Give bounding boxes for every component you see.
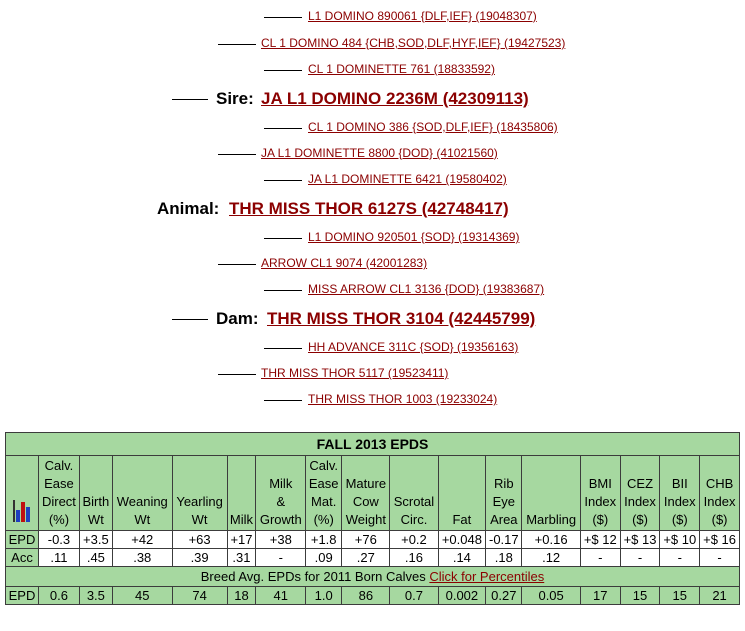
dam-dam-link[interactable]: THR MISS THOR 5117 (19523411) [261,366,449,380]
epd-header-cell [522,456,581,531]
epd-row-label: EPD [6,531,39,549]
epd-header-text: Wt [191,512,208,527]
epd-header-text: Area [490,512,518,527]
epd-header-text: (%) [48,512,70,527]
epd-header-text: Direct [41,494,76,509]
acc-value-cell: .18 [486,549,522,567]
acc-value-cell: - [256,549,306,567]
breed-row-label: EPD [6,587,39,605]
sire-father-link[interactable]: CL 1 DOMINO 484 {CHB,SOD,DLF,HYF,IEF} (19427523) [261,36,566,50]
epd-header-text: BII [671,476,688,491]
connector-line [218,154,256,155]
epd-header-cell [306,456,342,531]
epd-value-cell: -0.3 [39,531,80,549]
epd-values-row [6,531,740,549]
sire-dam-sire-link[interactable]: CL 1 DOMINO 386 {SOD,DLF,IEF} (18435806) [308,120,558,134]
epd-header-text: ($) [671,512,688,527]
sire-dam-link[interactable]: JA L1 DOMINETTE 8800 {DOD} (41021560) [261,146,498,160]
epd-header-cell [390,456,438,531]
acc-row-label: Acc [6,549,39,567]
epd-header-text: Index [663,494,696,509]
acc-value-cell: .31 [227,549,256,567]
breed-avg-value-cell: 21 [700,587,740,605]
epd-header-cell [486,456,522,531]
epd-header-cell [39,456,80,531]
epd-header-text: Index [584,494,617,509]
connector-line [218,44,256,45]
epd-value-cell: +38 [256,531,306,549]
epd-value-cell: +42 [112,531,172,549]
epd-header-text: ($) [711,512,728,527]
connector-line [264,128,302,129]
epd-header-cell [342,456,390,531]
breed-avg-value-cell: 0.05 [522,587,581,605]
acc-value-cell: - [700,549,740,567]
epd-header-text: Ease [308,476,339,491]
epd-header-text: Milk [269,476,293,491]
connector-line [264,17,302,18]
epd-header-text: CHB [705,476,734,491]
sire-sire-link[interactable]: L1 DOMINO 890061 {DLF,IEF} (19048307) [308,9,537,23]
breed-avg-value-cell: 17 [580,587,620,605]
connector-line [264,70,302,71]
acc-value-cell: .11 [39,549,80,567]
epd-header-text: Marbling [526,512,577,527]
breed-avg-value-cell: 0.002 [438,587,486,605]
connector-line [172,319,208,320]
epd-value-cell: +76 [342,531,390,549]
dam-label: Dam: [216,309,259,328]
epd-header-text: Yearling [176,494,223,509]
acc-value-cell: .45 [79,549,112,567]
breed-avg-value-cell: 15 [620,587,660,605]
epd-header-text: Wt [134,512,151,527]
epd-header-cell [438,456,486,531]
epd-header-text: BMI [588,476,612,491]
breed-avg-value-cell: 41 [256,587,306,605]
connector-line [218,374,256,375]
epd-table-title: FALL 2013 EPDS [6,433,740,456]
epd-header-text: Birth [82,494,110,509]
breed-avg-caption-row [6,567,740,587]
breed-avg-value-cell: 18 [227,587,256,605]
epd-header-text: Weaning [116,494,168,509]
dam-sire-link[interactable]: ARROW CL1 9074 (42001283) [261,256,428,270]
epd-value-cell: +$ 16 [700,531,740,549]
epd-table [5,432,740,605]
sire-label: Sire: [216,89,254,108]
epd-header-cell [660,456,700,531]
breed-avg-value-cell: 74 [172,587,227,605]
epd-value-cell: -0.17 [486,531,522,549]
acc-value-cell: - [620,549,660,567]
epd-header-text: Growth [259,512,302,527]
epd-header-text: Calv. [44,458,74,473]
breed-avg-value-cell: 0.6 [39,587,80,605]
epd-header-text: Rib [494,476,514,491]
sire-link[interactable]: JA L1 DOMINO 2236M (42309113) [261,89,529,108]
epd-header-cell [227,456,256,531]
epd-header-cell [112,456,172,531]
epd-value-cell: +0.048 [438,531,486,549]
dam-link[interactable]: THR MISS THOR 3104 (42445799) [267,309,536,328]
epd-header-text: Eye [492,494,516,509]
epd-header-text: CEZ [627,476,654,491]
epd-header-text: Circ. [400,512,428,527]
sire-dam-dam-link[interactable]: JA L1 DOMINETTE 6421 (19580402) [308,172,507,186]
bar-chart-icon[interactable] [6,456,39,531]
epd-header-text: Calv. [309,458,339,473]
acc-value-cell: .16 [390,549,438,567]
acc-value-cell: - [660,549,700,567]
epd-header-cell [620,456,660,531]
animal-link[interactable]: THR MISS THOR 6127S (42748417) [229,199,509,218]
breed-avg-value-cell: 45 [112,587,172,605]
breed-avg-value-cell: 15 [660,587,700,605]
epd-header-text: Milk [229,512,254,527]
epd-title-row [6,433,740,456]
acc-value-cell: .09 [306,549,342,567]
epd-header-text: (%) [313,512,334,527]
breed-avg-value-cell: 0.7 [390,587,438,605]
epd-value-cell: +1.8 [306,531,342,549]
connector-line [172,99,208,100]
connector-line [264,348,302,349]
epd-header-text: Fat [452,512,472,527]
acc-value-cell: .39 [172,549,227,567]
breed-avg-value-cell: 1.0 [306,587,342,605]
epd-header-text: Ease [44,476,74,491]
epd-header-text: Scrotal [393,494,435,509]
epd-value-cell: +0.2 [390,531,438,549]
epd-header-text: ($) [592,512,609,527]
acc-value-cell: .27 [342,549,390,567]
breed-avg-text: Breed Avg. EPDs for 2011 Born Calves [200,569,426,584]
epd-value-cell: +17 [227,531,256,549]
epd-value-cell: +3.5 [79,531,112,549]
epd-header-row [6,456,740,531]
connector-line [264,400,302,401]
breed-avg-value-cell: 3.5 [79,587,112,605]
sire-sire-dam-link[interactable]: CL 1 DOMINETTE 761 (18833592) [308,62,495,76]
epd-header-text: Cow [352,494,379,509]
epd-header-cell [79,456,112,531]
epd-header-cell [172,456,227,531]
epd-value-cell: +$ 12 [580,531,620,549]
epd-header-text: Mature [345,476,387,491]
connector-line [264,238,302,239]
breed-avg-value-cell: 0.27 [486,587,522,605]
dam-sire-sire-link[interactable]: L1 DOMINO 920501 {SOD} (19314369) [308,230,520,244]
connector-line [218,264,256,265]
animal-label: Animal: [157,199,220,218]
percentiles-link[interactable]: Click for Percentiles [429,569,545,584]
epd-header-cell [580,456,620,531]
epd-value-cell: +0.16 [522,531,581,549]
epd-header-cell [256,456,306,531]
dam-sire-dam-link[interactable]: MISS ARROW CL1 3136 {DOD} (19383687) [308,282,545,296]
acc-value-cell: .38 [112,549,172,567]
epd-header-text: Wt [87,512,104,527]
acc-values-row [6,549,740,567]
epd-header-text: Mat. [311,494,337,509]
epd-value-cell: +63 [172,531,227,549]
acc-value-cell: .12 [522,549,581,567]
epd-value-cell: +$ 13 [620,531,660,549]
epd-header-text: Weight [345,512,386,527]
epd-value-cell: +$ 10 [660,531,700,549]
epd-header-text: ($) [632,512,648,527]
connector-line [264,290,302,291]
acc-value-cell: - [580,549,620,567]
breed-avg-value-cell: 86 [342,587,390,605]
breed-avg-values-row [6,587,740,605]
connector-line [264,180,302,181]
acc-value-cell: .14 [438,549,486,567]
epd-header-text: Index [624,494,656,509]
bar-chart-icon-graphic [11,494,33,524]
epd-header-text: & [276,494,286,509]
breed-avg-caption [6,567,740,587]
dam-dam-sire-link[interactable]: HH ADVANCE 311C {SOD} (19356163) [308,340,519,354]
epd-header-cell [700,456,740,531]
epd-header-text: Index [703,494,736,509]
dam-dam-dam-link[interactable]: THR MISS THOR 1003 (19233024) [308,392,498,406]
